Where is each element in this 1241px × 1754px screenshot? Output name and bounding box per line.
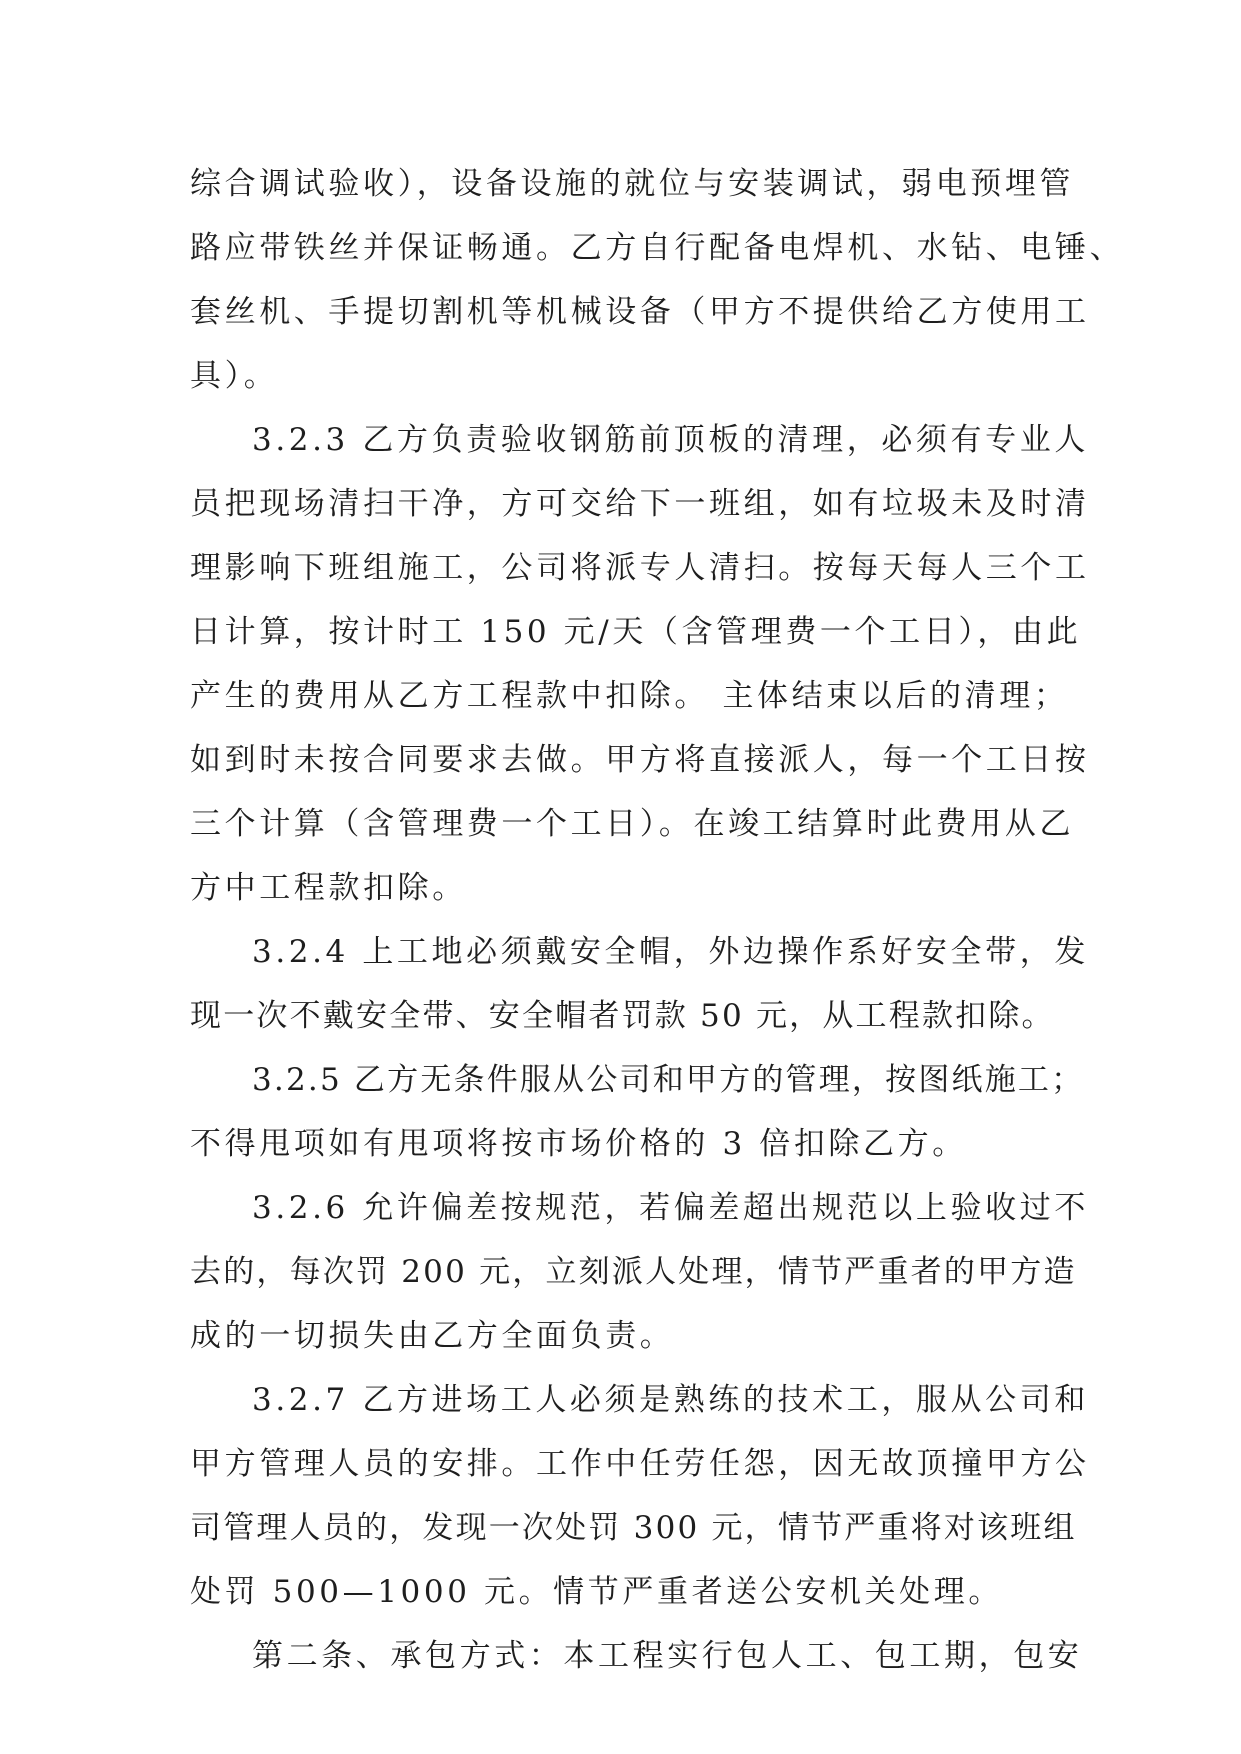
text-line: 理影响下班组施工，公司将派专人清扫。按每天每人三个工 <box>190 550 1090 586</box>
text-line: 3.2.4 上工地必须戴安全帽，外边操作系好安全带，发 <box>252 934 1089 970</box>
text-line: 套丝机、手提切割机等机械设备（甲方不提供给乙方使用工 <box>190 294 1090 330</box>
text-line: 3.2.6 允许偏差按规范，若偏差超出规范以上验收过不 <box>252 1190 1089 1226</box>
text-line: 第二条、承包方式：本工程实行包人工、包工期，包安 <box>252 1638 1083 1674</box>
text-line: 产生的费用从乙方工程款中扣除。 主体结束以后的清理； <box>190 678 1069 714</box>
text-line: 综合调试验收），设备设施的就位与安装调试，弱电预埋管 <box>190 166 1075 202</box>
text-line: 路应带铁丝并保证畅通。乙方自行配备电焊机、水钻、电锤、 <box>190 230 1125 266</box>
text-line: 甲方管理人员的安排。工作中任劳任怨，因无故顶撞甲方公 <box>190 1446 1090 1482</box>
text-line: 三个计算（含管理费一个工日）。在竣工结算时此费用从乙 <box>190 806 1075 842</box>
text-line: 处罚 500—1000 元。情节严重者送公安机关处理。 <box>190 1574 1003 1610</box>
text-line: 3.2.5 乙方无条件服从公司和甲方的管理，按图纸施工； <box>252 1062 1085 1098</box>
text-line: 方中工程款扣除。 <box>190 870 467 906</box>
document-page <box>190 152 1125 1688</box>
text-line: 员把现场清扫干净，方可交给下一班组，如有垃圾未及时清 <box>190 486 1090 522</box>
text-line: 现一次不戴安全带、安全帽者罚款 50 元，从工程款扣除。 <box>190 998 1055 1034</box>
text-line: 司管理人员的，发现一次处罚 300 元，情节严重将对该班组 <box>190 1510 1077 1546</box>
text-line: 3.2.3 乙方负责验收钢筋前顶板的清理，必须有专业人 <box>252 422 1089 458</box>
text-line: 成的一切损失由乙方全面负责。 <box>190 1318 675 1354</box>
text-line: 3.2.7 乙方进场工人必须是熟练的技术工，服从公司和 <box>252 1382 1089 1418</box>
text-line: 不得甩项如有甩项将按市场价格的 3 倍扣除乙方。 <box>190 1126 967 1162</box>
text-line: 具）。 <box>190 358 279 394</box>
text-line: 日计算，按计时工 150 元/天（含管理费一个工日），由此 <box>190 614 1082 650</box>
text-line: 如到时未按合同要求去做。甲方将直接派人，每一个工日按 <box>190 742 1090 778</box>
text-line: 去的，每次罚 200 元，立刻派人处理，情节严重者的甲方造 <box>190 1254 1077 1290</box>
